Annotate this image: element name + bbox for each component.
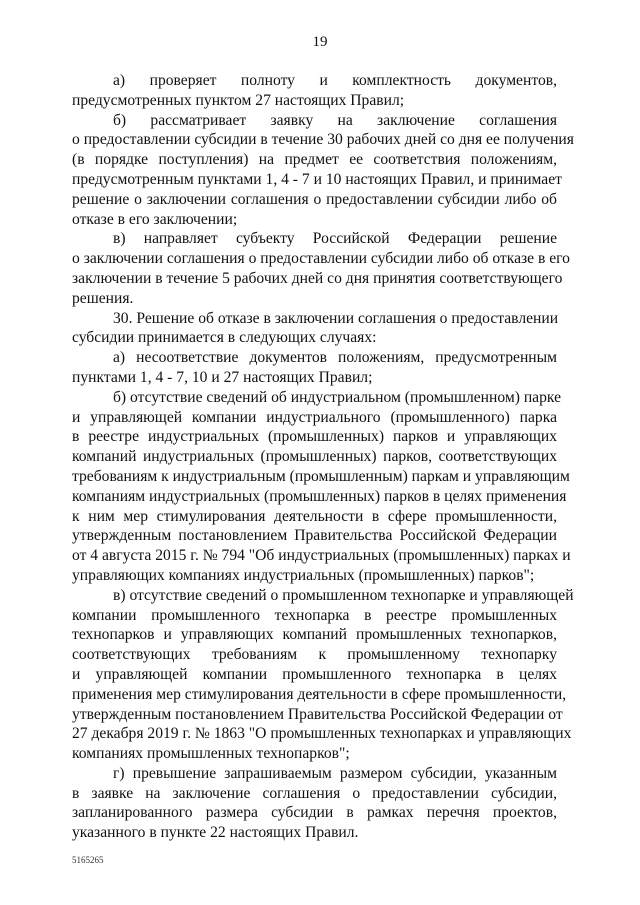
text-line: утвержденным постановлением Правительства Российской Федерации [72, 527, 557, 545]
paragraph-30b [72, 388, 571, 586]
text-line: б) отсутствие сведений об индустриальном (промышленном) парке [113, 388, 561, 406]
text-line: управляющих компаниях индустриальных (промышленных) парков"; [72, 566, 535, 584]
document-code: 5165265 [72, 855, 104, 865]
text-line: б) рассматривает заявку на заключение соглашения [113, 111, 557, 129]
text-line: компаниям индустриальных (промышленных) парков в целях применения [72, 487, 567, 505]
text-line: в заявке на заключение соглашения о предоставлении субсидии, [72, 784, 557, 802]
text-line: к ним мер стимулирования деятельности в сфере промышленности, [72, 507, 557, 525]
text-line: предусмотренных пунктом 27 настоящих Правил; [72, 91, 405, 109]
paragraph-30a [72, 348, 557, 388]
text-line: запланированного размера субсидии в рамках перечня проектов, [72, 804, 557, 822]
text-line: компании промышленного технопарка в реестре промышленных [72, 606, 557, 624]
text-line: применения мер стимулирования деятельности в сфере промышленности, [72, 685, 567, 703]
paragraph-30 [72, 309, 557, 349]
text-line: о предоставлении субсидии в течение 30 рабочих дней со дня ее получения [72, 131, 574, 149]
document-body [72, 71, 574, 843]
text-line: соответствующих требованиям к промышленному технопарку [72, 646, 557, 664]
text-line: требованиям к индустриальным (промышленным) паркам и управляющим [72, 467, 570, 485]
text-line: пунктами 1, 4 - 7, 10 и 27 настоящих Правил; [72, 368, 373, 386]
text-line: в реестре индустриальных (промышленных) парков и управляющих [72, 428, 557, 446]
text-line: а) проверяет полноту и комплектность документов, [113, 72, 557, 89]
text-line: отказе в его заключении; [72, 210, 238, 228]
paragraph-29b [72, 111, 574, 230]
paragraph-30d [72, 764, 557, 843]
text-line: в) направляет субъекту Российской Федерации решение [113, 230, 557, 248]
text-line: в) отсутствие сведений о промышленном технопарке и управляющей [113, 586, 574, 604]
paragraph-30c [72, 586, 574, 764]
text-line: утвержденным постановлением Правительства Российской Федерации от [72, 705, 563, 723]
paragraph-29a [72, 71, 557, 111]
text-line: а) несоответствие документов положениям, предусмотренным [113, 349, 557, 367]
text-line: г) превышение запрашиваемым размером субсидии, указанным [113, 764, 557, 782]
text-line: технопарков и управляющих компаний промышленных технопарков, [72, 626, 557, 644]
text-line: указанного в пункте 22 настоящих Правил. [72, 824, 359, 842]
text-line: субсидии принимается в следующих случаях: [72, 329, 377, 347]
text-line: компаний индустриальных (промышленных) парков, соответствующих [72, 448, 557, 466]
text-line: 30. Решение об отказе в заключении соглашения о предоставлении [113, 309, 559, 327]
text-line: и управляющей компании индустриального (промышленного) парка [72, 408, 557, 426]
text-line: 27 декабря 2019 г. № 1863 "О промышленных технопарках и управляющих [72, 725, 572, 743]
text-line: решение о заключении соглашения о предоставлении субсидии либо об [72, 190, 557, 208]
page-number: 19 [312, 34, 328, 50]
text-line: заключении в течение 5 рабочих дней со дня принятия соответствующего [72, 269, 563, 287]
text-line: предусмотренным пунктами 1, 4 - 7 и 10 настоящих Правил, и принимает [72, 170, 562, 188]
text-line: от 4 августа 2015 г. № 794 "Об индустриальных (промышленных) парках и [72, 547, 571, 565]
paragraph-29c [72, 229, 570, 308]
text-line: о заключении соглашения о предоставлении субсидии либо об отказе в его [72, 250, 570, 268]
text-line: компаниях промышленных технопарков"; [72, 745, 350, 763]
text-line: (в порядке поступления) на предмет ее соответствия положениям, [72, 151, 557, 169]
text-line: решения. [72, 289, 134, 307]
text-line: и управляющей компании промышленного технопарка в целях [72, 665, 557, 683]
